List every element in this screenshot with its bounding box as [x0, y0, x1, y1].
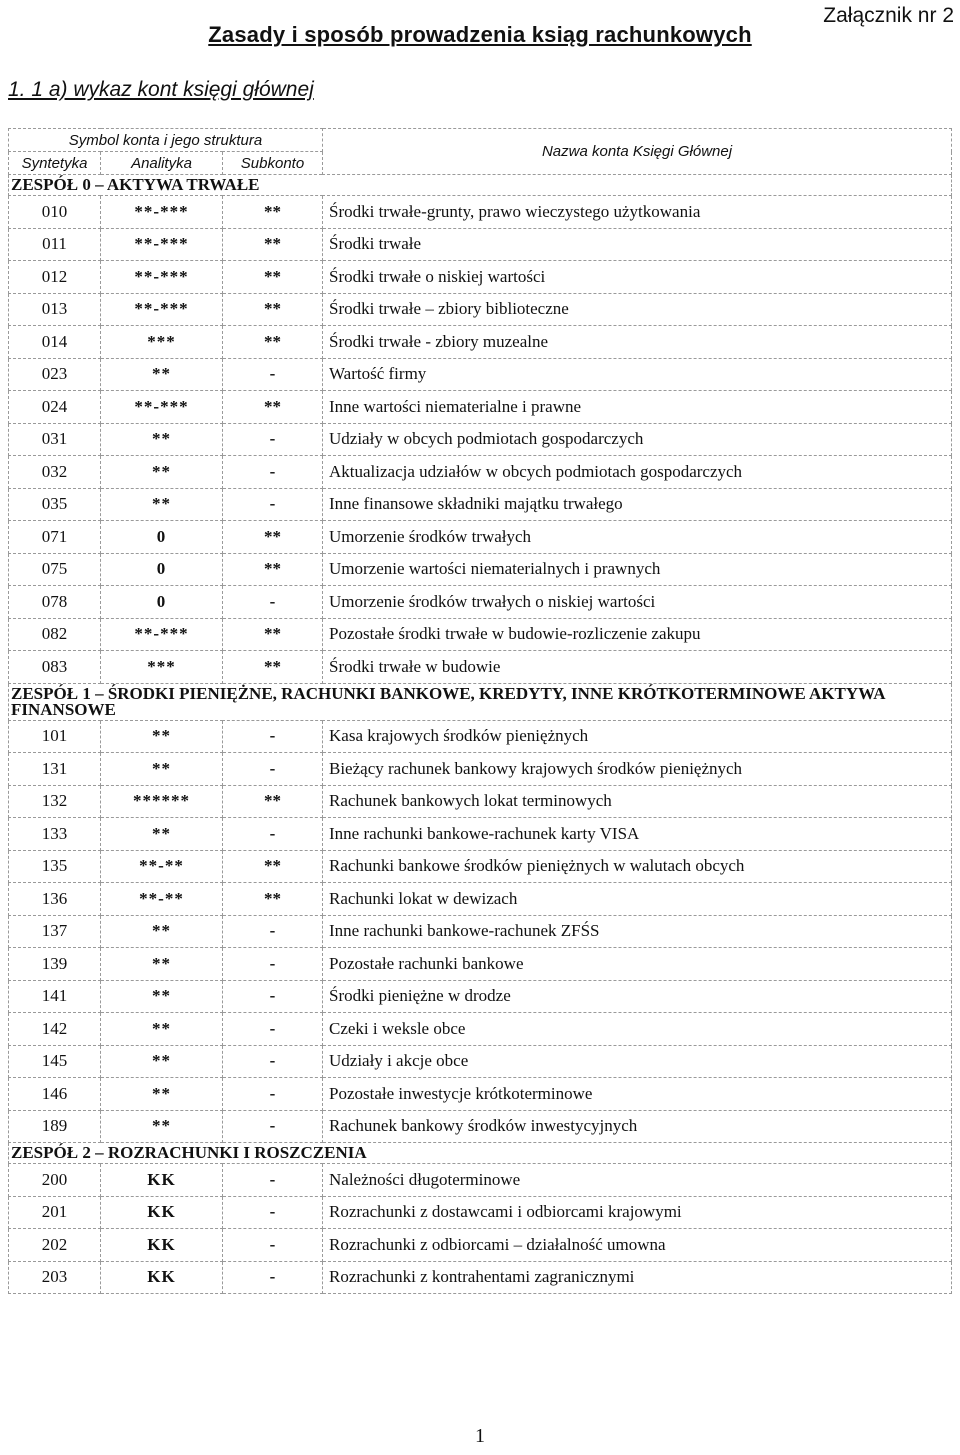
- account-name-cell: Inne wartości niematerialne i prawne: [323, 391, 952, 424]
- subaccount-cell: -: [223, 980, 323, 1013]
- synthetic-cell: 082: [9, 618, 101, 651]
- synthetic-cell: 133: [9, 818, 101, 851]
- subaccount-cell: **: [223, 391, 323, 424]
- table-row: [9, 1110, 952, 1143]
- analytic-cell: **: [101, 1110, 223, 1143]
- synthetic-cell: 035: [9, 488, 101, 521]
- table-row: [9, 948, 952, 981]
- account-name-cell: Umorzenie wartości niematerialnych i prawnych: [323, 553, 952, 586]
- synthetic-cell: 189: [9, 1110, 101, 1143]
- table-row: [9, 228, 952, 261]
- table-row: [9, 423, 952, 456]
- account-name-cell: Rachunek bankowy środków inwestycyjnych: [323, 1110, 952, 1143]
- account-name-cell: Pozostałe rachunki bankowe: [323, 948, 952, 981]
- analytic-cell: **-***: [101, 618, 223, 651]
- subaccount-cell: -: [223, 1045, 323, 1078]
- analytic-cell: ***: [101, 651, 223, 684]
- analytic-cell: **: [101, 753, 223, 786]
- account-name-cell: Środki trwałe - zbiory muzealne: [323, 326, 952, 359]
- account-name-cell: Środki trwałe w budowie: [323, 651, 952, 684]
- subaccount-cell: **: [223, 883, 323, 916]
- synthetic-cell: 145: [9, 1045, 101, 1078]
- table-row: [9, 883, 952, 916]
- subaccount-cell: **: [223, 261, 323, 294]
- analytic-cell: **: [101, 720, 223, 753]
- analytic-cell: ***: [101, 326, 223, 359]
- account-name-cell: Wartość firmy: [323, 358, 952, 391]
- table-row: [9, 196, 952, 229]
- account-name-cell: Inne rachunki bankowe-rachunek ZFŚS: [323, 915, 952, 948]
- table-header-row-1: [9, 129, 952, 152]
- analytic-cell: **: [101, 1013, 223, 1046]
- account-name-cell: Udziały i akcje obce: [323, 1045, 952, 1078]
- analytic-cell: **: [101, 915, 223, 948]
- account-name-cell: Rozrachunki z kontrahentami zagranicznymi: [323, 1261, 952, 1294]
- subaccount-cell: -: [223, 753, 323, 786]
- table-row: [9, 488, 952, 521]
- synthetic-cell: 014: [9, 326, 101, 359]
- table-row: [9, 1229, 952, 1262]
- subaccount-cell: -: [223, 456, 323, 489]
- table-row: [9, 915, 952, 948]
- account-name-cell: Pozostałe inwestycje krótkoterminowe: [323, 1078, 952, 1111]
- synthetic-cell: 139: [9, 948, 101, 981]
- account-name-cell: Rachunek bankowych lokat terminowych: [323, 785, 952, 818]
- table-row: [9, 553, 952, 586]
- account-name-cell: Inne finansowe składniki majątku trwałego: [323, 488, 952, 521]
- account-name-cell: Rachunki bankowe środków pieniężnych w walutach obcych: [323, 850, 952, 883]
- subaccount-cell: -: [223, 1229, 323, 1262]
- table-row: [9, 1164, 952, 1197]
- subaccount-cell: -: [223, 1196, 323, 1229]
- table-row: [9, 358, 952, 391]
- account-name-cell: Środki trwałe: [323, 228, 952, 261]
- analytic-header: Analityka: [101, 152, 223, 175]
- subaccount-cell: **: [223, 326, 323, 359]
- table-row: [9, 586, 952, 619]
- account-name-cell: Umorzenie środków trwałych o niskiej wartości: [323, 586, 952, 619]
- group-title: ZESPÓŁ 2 – ROZRACHUNKI I ROSZCZENIA: [9, 1143, 952, 1164]
- account-name-cell: Rachunki lokat w dewizach: [323, 883, 952, 916]
- analytic-cell: **: [101, 423, 223, 456]
- account-name-cell: Środki trwałe o niskiej wartości: [323, 261, 952, 294]
- synthetic-cell: 101: [9, 720, 101, 753]
- synthetic-cell: 071: [9, 521, 101, 554]
- synthetic-cell: 013: [9, 293, 101, 326]
- account-name-cell: Środki trwałe-grunty, prawo wieczystego użytkowania: [323, 196, 952, 229]
- account-name-cell: Inne rachunki bankowe-rachunek karty VISA: [323, 818, 952, 851]
- table-row: [9, 456, 952, 489]
- subaccount-cell: -: [223, 1261, 323, 1294]
- account-name-cell: Należności długoterminowe: [323, 1164, 952, 1197]
- account-structure-header: Symbol konta i jego struktura: [9, 129, 323, 152]
- subaccount-cell: -: [223, 586, 323, 619]
- table-row: [9, 753, 952, 786]
- synthetic-cell: 012: [9, 261, 101, 294]
- subaccount-cell: -: [223, 423, 323, 456]
- synthetic-cell: 078: [9, 586, 101, 619]
- synthetic-cell: 200: [9, 1164, 101, 1197]
- analytic-cell: **-**: [101, 883, 223, 916]
- synthetic-cell: 141: [9, 980, 101, 1013]
- document-title: Zasady i sposób prowadzenia ksiąg rachunkowych: [208, 22, 752, 47]
- synthetic-cell: 010: [9, 196, 101, 229]
- account-name-cell: Rozrachunki z odbiorcami – działalność umowna: [323, 1229, 952, 1262]
- section-title: 1. 1 a) wykaz kont księgi głównej: [8, 78, 314, 101]
- table-row: [9, 1196, 952, 1229]
- account-name-cell: Środki pieniężne w drodze: [323, 980, 952, 1013]
- synthetic-cell: 032: [9, 456, 101, 489]
- group-row: [9, 175, 952, 196]
- table-row: [9, 980, 952, 1013]
- table-row: [9, 1045, 952, 1078]
- subaccount-cell: **: [223, 228, 323, 261]
- analytic-cell: **: [101, 980, 223, 1013]
- account-name-cell: Aktualizacja udziałów w obcych podmiotach gospodarczych: [323, 456, 952, 489]
- subaccount-cell: **: [223, 785, 323, 818]
- analytic-cell: **: [101, 1045, 223, 1078]
- synthetic-cell: 142: [9, 1013, 101, 1046]
- subaccount-cell: **: [223, 651, 323, 684]
- subaccount-cell: -: [223, 948, 323, 981]
- synthetic-header: Syntetyka: [9, 152, 101, 175]
- table-row: [9, 1261, 952, 1294]
- table-row: [9, 1013, 952, 1046]
- account-name-cell: Czeki i weksle obce: [323, 1013, 952, 1046]
- synthetic-cell: 083: [9, 651, 101, 684]
- analytic-cell: **-**: [101, 850, 223, 883]
- group-row: [9, 683, 952, 720]
- analytic-cell: 0: [101, 553, 223, 586]
- analytic-cell: **-***: [101, 261, 223, 294]
- analytic-cell: **-***: [101, 391, 223, 424]
- synthetic-cell: 201: [9, 1196, 101, 1229]
- analytic-cell: **: [101, 948, 223, 981]
- chart-of-accounts-table: [8, 128, 952, 1294]
- analytic-cell: ******: [101, 785, 223, 818]
- synthetic-cell: 024: [9, 391, 101, 424]
- subaccount-cell: -: [223, 1013, 323, 1046]
- synthetic-cell: 075: [9, 553, 101, 586]
- subaccount-cell: -: [223, 1110, 323, 1143]
- synthetic-cell: 203: [9, 1261, 101, 1294]
- subaccount-cell: **: [223, 196, 323, 229]
- subaccount-cell: -: [223, 1078, 323, 1111]
- synthetic-cell: 146: [9, 1078, 101, 1111]
- account-name-cell: Środki trwałe – zbiory biblioteczne: [323, 293, 952, 326]
- account-name-cell: Umorzenie środków trwałych: [323, 521, 952, 554]
- synthetic-cell: 135: [9, 850, 101, 883]
- synthetic-cell: 202: [9, 1229, 101, 1262]
- synthetic-cell: 136: [9, 883, 101, 916]
- table-row: [9, 818, 952, 851]
- synthetic-cell: 131: [9, 753, 101, 786]
- subaccount-cell: **: [223, 293, 323, 326]
- analytic-cell: **: [101, 456, 223, 489]
- annex-label: Załącznik nr 2: [823, 4, 954, 27]
- synthetic-cell: 031: [9, 423, 101, 456]
- account-name-header: Nazwa konta Księgi Głównej: [323, 129, 952, 175]
- table-row: [9, 293, 952, 326]
- analytic-cell: **: [101, 358, 223, 391]
- subaccount-cell: -: [223, 358, 323, 391]
- analytic-cell: **: [101, 818, 223, 851]
- account-name-cell: Pozostałe środki trwałe w budowie-rozliczenie zakupu: [323, 618, 952, 651]
- table-row: [9, 326, 952, 359]
- subaccount-cell: **: [223, 521, 323, 554]
- subaccount-header: Subkonto: [223, 152, 323, 175]
- analytic-cell: **: [101, 488, 223, 521]
- analytic-cell: **-***: [101, 228, 223, 261]
- synthetic-cell: 132: [9, 785, 101, 818]
- account-name-cell: Rozrachunki z dostawcami i odbiorcami krajowymi: [323, 1196, 952, 1229]
- subaccount-cell: -: [223, 488, 323, 521]
- subaccount-cell: -: [223, 1164, 323, 1197]
- subaccount-cell: **: [223, 618, 323, 651]
- subaccount-cell: -: [223, 720, 323, 753]
- table-row: [9, 618, 952, 651]
- analytic-cell: **-***: [101, 293, 223, 326]
- account-name-cell: Bieżący rachunek bankowy krajowych środków pieniężnych: [323, 753, 952, 786]
- analytic-cell: 0: [101, 586, 223, 619]
- account-name-cell: Kasa krajowych środków pieniężnych: [323, 720, 952, 753]
- subaccount-cell: -: [223, 915, 323, 948]
- subaccount-cell: -: [223, 818, 323, 851]
- analytic-cell: **-***: [101, 196, 223, 229]
- synthetic-cell: 011: [9, 228, 101, 261]
- table-row: [9, 850, 952, 883]
- analytic-cell: 0: [101, 521, 223, 554]
- table-row: [9, 391, 952, 424]
- table-row: [9, 651, 952, 684]
- analytic-cell: KK: [101, 1261, 223, 1294]
- synthetic-cell: 137: [9, 915, 101, 948]
- analytic-cell: KK: [101, 1196, 223, 1229]
- subaccount-cell: **: [223, 850, 323, 883]
- analytic-cell: **: [101, 1078, 223, 1111]
- account-name-cell: Udziały w obcych podmiotach gospodarczych: [323, 423, 952, 456]
- table-row: [9, 720, 952, 753]
- synthetic-cell: 023: [9, 358, 101, 391]
- group-title: ZESPÓŁ 1 – ŚRODKI PIENIĘŻNE, RACHUNKI BANKOWE, KREDYTY, INNE KRÓTKOTERMINOWE AKTYWA FINANSOWE: [9, 683, 952, 720]
- group-row: [9, 1143, 952, 1164]
- subaccount-cell: **: [223, 553, 323, 586]
- table-body: [9, 175, 952, 1294]
- analytic-cell: KK: [101, 1229, 223, 1262]
- analytic-cell: KK: [101, 1164, 223, 1197]
- table-row: [9, 785, 952, 818]
- table-row: [9, 521, 952, 554]
- group-title: ZESPÓŁ 0 – AKTYWA TRWAŁE: [9, 175, 952, 196]
- table-row: [9, 1078, 952, 1111]
- page-number: 1: [475, 1425, 485, 1447]
- table-row: [9, 261, 952, 294]
